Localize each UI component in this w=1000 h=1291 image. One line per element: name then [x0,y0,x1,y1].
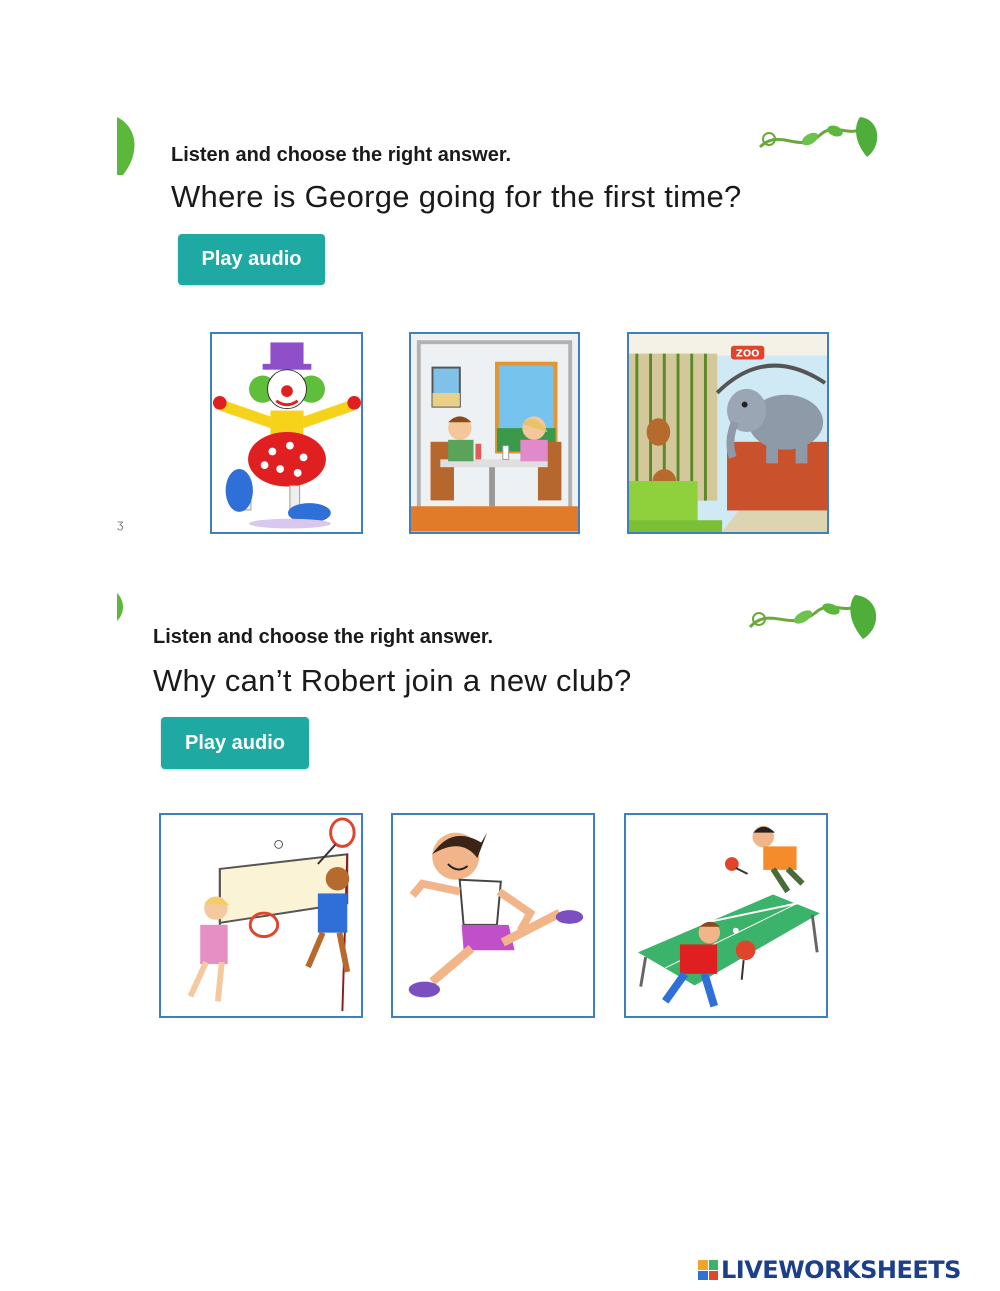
instruction-text: Listen and choose the right answer. [171,144,512,166]
leaf-decoration-icon [117,117,141,177]
badminton-illustration [161,815,361,1016]
cafe-illustration [411,334,578,532]
brand-name: LIVEWORKSHEETS [721,1256,961,1284]
play-audio-button[interactable]: Play audio [161,717,309,769]
logo-mark-icon [698,1260,718,1280]
play-audio-button[interactable]: Play audio [178,234,325,285]
question-text: Why can’t Robert join a new club? [153,663,632,698]
question-text: Where is George going for the first time? [171,179,742,214]
table-tennis-illustration [626,815,826,1016]
vine-decoration-icon [745,593,880,639]
answer-choice-cafe[interactable] [409,332,580,534]
liveworksheets-logo [698,1255,961,1285]
stray-mark: ʒ [117,517,124,531]
zoo-sign-text: ZOO [735,348,760,360]
answer-choice-running[interactable] [391,813,595,1018]
answer-choice-clown[interactable] [210,332,363,534]
instruction-text: Listen and choose the right answer. [153,626,494,648]
leaf-decoration-icon [117,593,127,623]
answer-choice-badminton[interactable] [159,813,363,1018]
running-illustration [393,815,593,1016]
answer-choice-zoo[interactable] [627,332,829,534]
vine-decoration-icon [755,117,880,159]
question-panel-1 [117,117,880,547]
question-panel-2 [117,593,880,1033]
clown-illustration [212,334,361,532]
zoo-illustration [629,334,827,532]
answer-choice-table-tennis[interactable] [624,813,828,1018]
